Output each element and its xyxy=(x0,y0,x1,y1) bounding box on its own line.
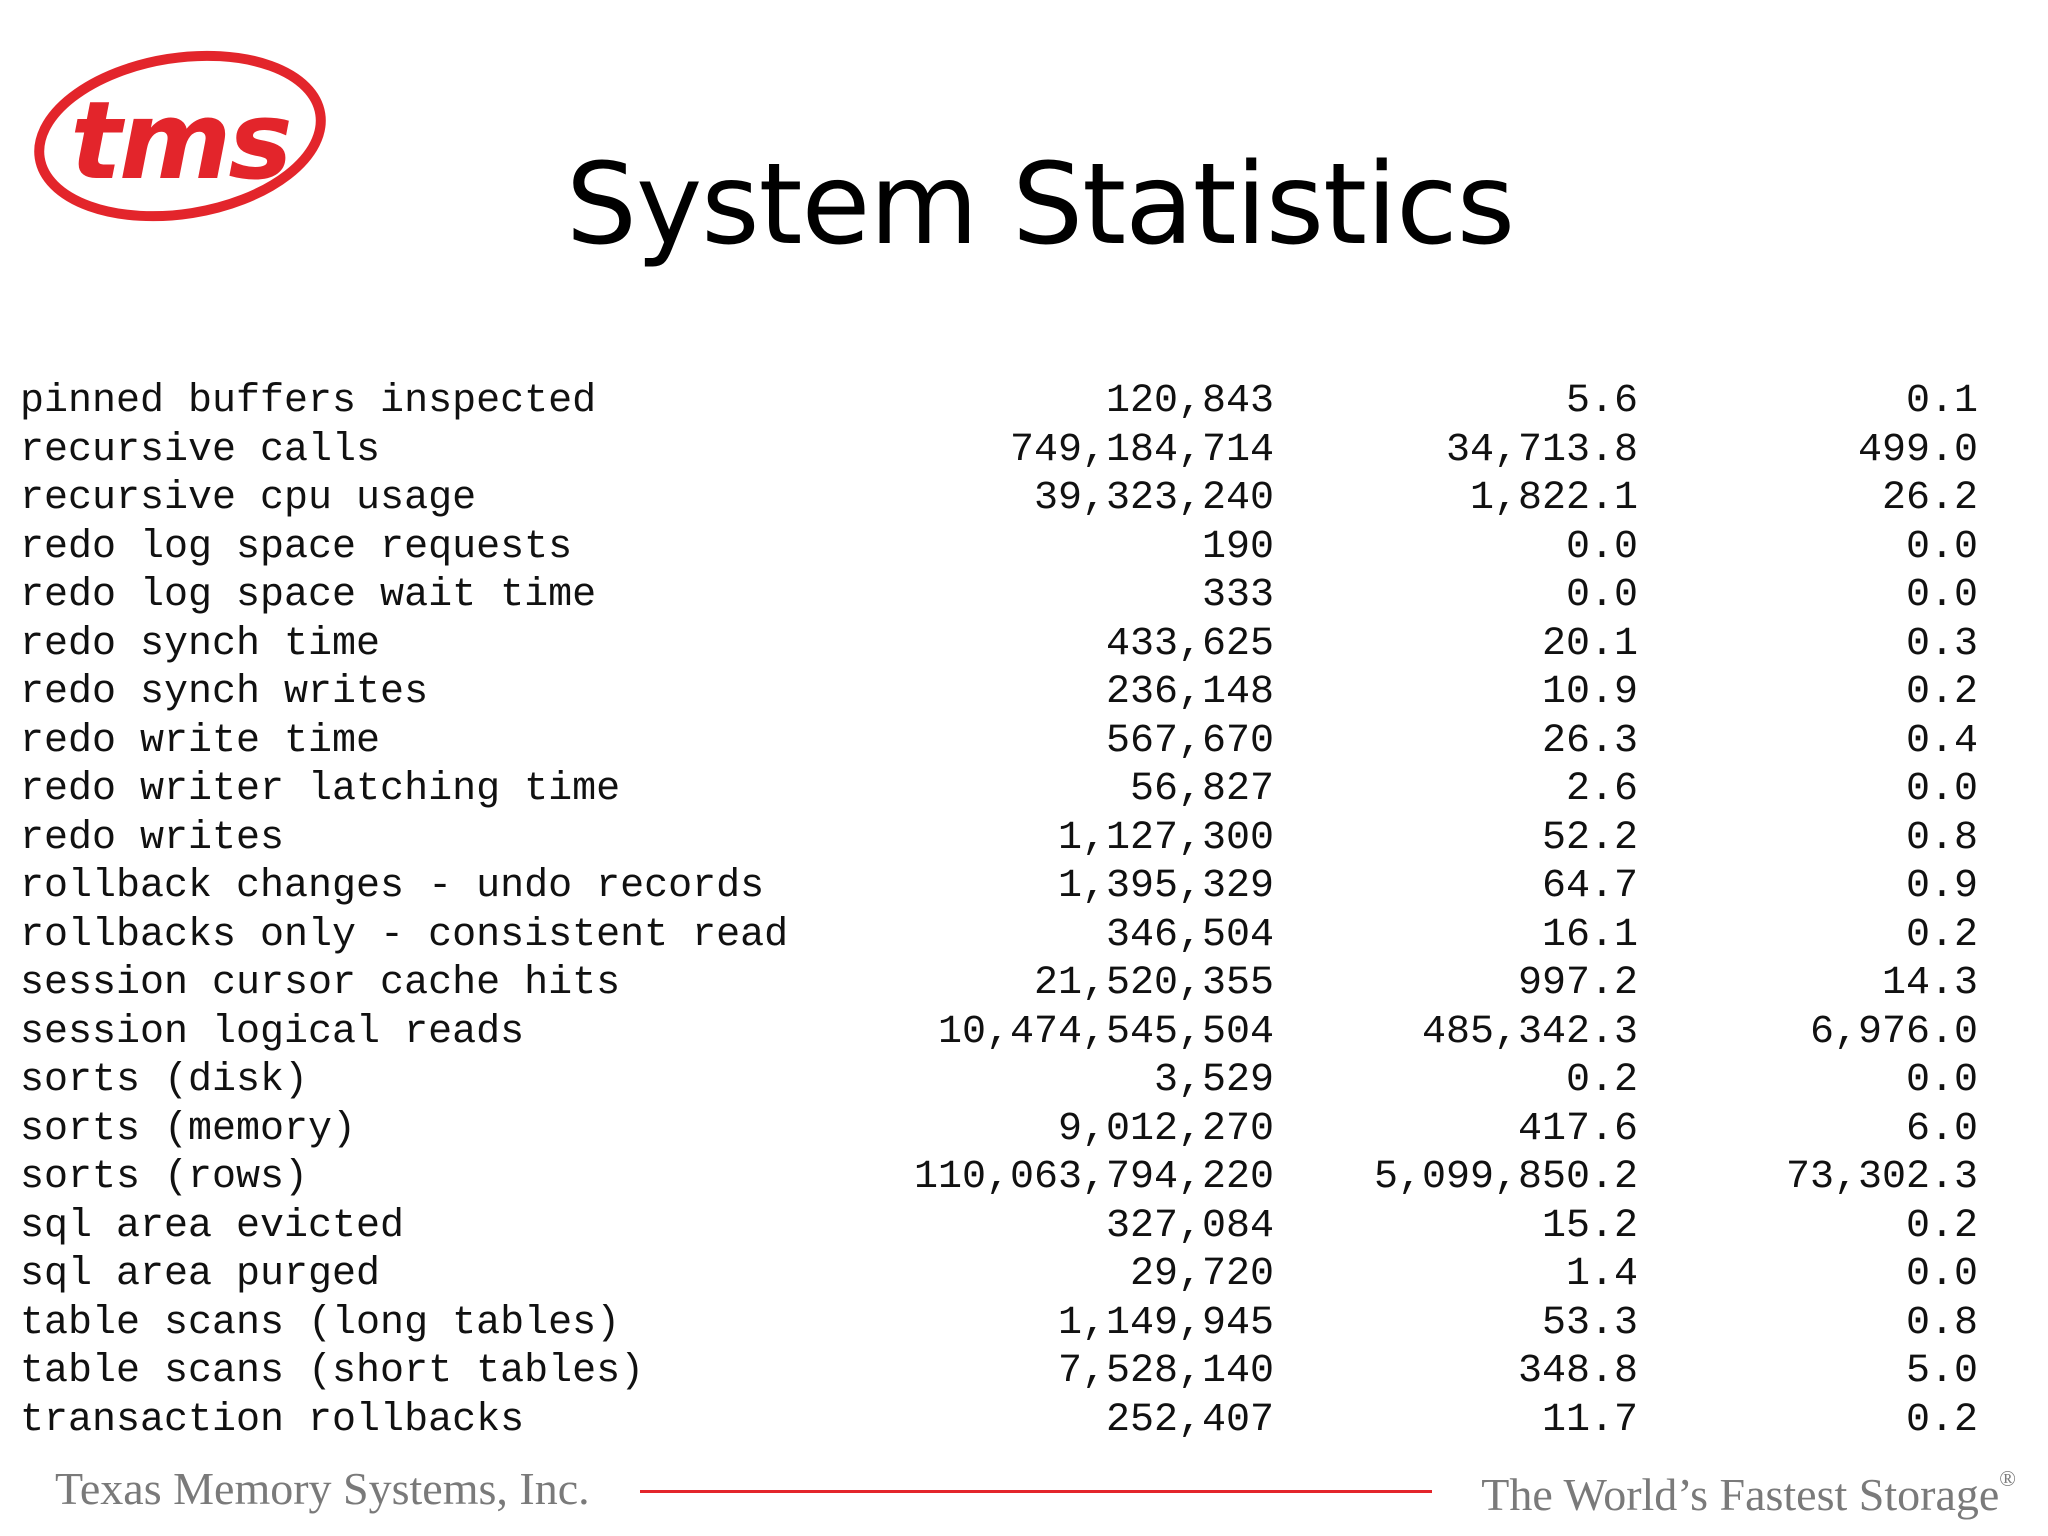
stat-total: 1,149,945 xyxy=(1057,1300,1274,1346)
stat-per-trans: 0.2 xyxy=(1905,1397,1978,1443)
stat-total: 9,012,270 xyxy=(1057,1106,1274,1152)
stat-per-trans: 0.4 xyxy=(1905,718,1978,764)
table-row xyxy=(20,766,1978,815)
stat-per-second: 16.1 xyxy=(1541,912,1638,958)
stat-per-trans: 0.8 xyxy=(1905,1300,1978,1346)
table-row xyxy=(20,718,1978,767)
table-row xyxy=(20,1397,1978,1446)
stat-per-second: 1.4 xyxy=(1565,1252,1638,1297)
stat-per-trans: 14.3 xyxy=(1881,961,1978,1006)
stat-per-second: 11.7 xyxy=(1541,1397,1638,1443)
table-row xyxy=(20,1057,1978,1106)
stat-per-second: 0.0 xyxy=(1565,524,1638,570)
stat-total: 236,148 xyxy=(1105,670,1274,715)
stat-per-trans: 0.0 xyxy=(1905,573,1978,618)
stat-name: rollback changes - undo records xyxy=(20,864,765,909)
stat-name: redo write time xyxy=(20,718,381,764)
stat-total: 433,625 xyxy=(1105,621,1274,667)
table-row xyxy=(20,621,1978,670)
table-row xyxy=(20,1348,1978,1397)
stat-total: 327,084 xyxy=(1105,1203,1274,1249)
stat-name: sorts (rows) xyxy=(20,1155,309,1200)
table-row xyxy=(20,1203,1978,1252)
stat-total: 29,720 xyxy=(1129,1252,1274,1297)
stat-per-trans: 0.0 xyxy=(1905,1252,1978,1297)
stat-total: 1,127,300 xyxy=(1057,815,1274,861)
table-row xyxy=(20,815,1978,864)
stat-per-second: 20.1 xyxy=(1541,621,1638,667)
stat-per-second: 417.6 xyxy=(1517,1106,1638,1152)
stat-per-trans: 0.0 xyxy=(1905,767,1978,812)
page-title: System Statistics xyxy=(565,140,1515,270)
table-row xyxy=(20,960,1978,1009)
table-row xyxy=(20,1009,1978,1058)
stat-name: rollbacks only - consistent read xyxy=(20,912,789,958)
stat-name: redo log space wait time xyxy=(20,573,597,618)
table-row xyxy=(20,669,1978,718)
stat-per-second: 485,342.3 xyxy=(1421,1009,1638,1055)
stat-total: 252,407 xyxy=(1105,1397,1274,1443)
stat-per-trans: 0.0 xyxy=(1905,524,1978,570)
table-row xyxy=(20,427,1978,476)
stat-name: table scans (short tables) xyxy=(20,1349,645,1394)
table-row xyxy=(20,572,1978,621)
stat-total: 3,529 xyxy=(1153,1058,1274,1103)
stat-per-second: 15.2 xyxy=(1541,1203,1638,1249)
stat-per-second: 10.9 xyxy=(1541,670,1638,715)
stat-per-second: 348.8 xyxy=(1517,1349,1638,1394)
stat-per-trans: 5.0 xyxy=(1905,1349,1978,1394)
table-row xyxy=(20,912,1978,961)
stat-name: redo log space requests xyxy=(20,524,573,570)
stat-total: 346,504 xyxy=(1105,912,1274,958)
stat-per-second: 997.2 xyxy=(1517,961,1638,1006)
registered-mark: ® xyxy=(1999,1466,2016,1491)
stat-total: 10,474,545,504 xyxy=(937,1009,1274,1055)
stat-name: session logical reads xyxy=(20,1009,525,1055)
stat-per-second: 52.2 xyxy=(1541,815,1638,861)
stat-per-trans: 26.2 xyxy=(1881,476,1978,521)
stat-per-trans: 6,976.0 xyxy=(1809,1009,1978,1055)
footer-company: Texas Memory Systems, Inc. xyxy=(55,1463,590,1514)
stat-per-second: 0.0 xyxy=(1565,573,1638,618)
stat-per-second: 0.2 xyxy=(1565,1058,1638,1103)
stat-per-second: 5.6 xyxy=(1565,379,1638,424)
stat-total: 21,520,355 xyxy=(1033,961,1274,1006)
stat-total: 567,670 xyxy=(1105,718,1274,764)
table-row xyxy=(20,524,1978,573)
stat-total: 749,184,714 xyxy=(1009,427,1274,473)
stat-per-second: 64.7 xyxy=(1541,864,1638,909)
table-row xyxy=(20,475,1978,524)
table-row xyxy=(20,1106,1978,1155)
table-row xyxy=(20,1300,1978,1349)
stat-name: table scans (long tables) xyxy=(20,1300,621,1346)
stat-name: redo synch writes xyxy=(20,670,429,715)
stat-per-trans: 0.1 xyxy=(1905,379,1978,424)
stat-name: recursive calls xyxy=(20,427,381,473)
stat-name: sorts (memory) xyxy=(20,1106,357,1152)
stat-total: 190 xyxy=(1201,524,1274,570)
stat-per-second: 26.3 xyxy=(1541,718,1638,764)
stat-per-trans: 0.3 xyxy=(1905,621,1978,667)
stat-total: 56,827 xyxy=(1129,767,1274,812)
table-row xyxy=(20,863,1978,912)
stat-per-second: 5,099,850.2 xyxy=(1373,1155,1638,1200)
stat-per-second: 1,822.1 xyxy=(1469,476,1638,521)
stat-name: transaction rollbacks xyxy=(20,1397,525,1443)
stat-total: 7,528,140 xyxy=(1057,1349,1274,1394)
stat-per-second: 53.3 xyxy=(1541,1300,1638,1346)
stat-name: recursive cpu usage xyxy=(20,476,477,521)
footer-divider xyxy=(640,1490,1432,1493)
table-row xyxy=(20,378,1978,427)
stat-name: sql area evicted xyxy=(20,1203,405,1249)
stat-per-trans: 0.2 xyxy=(1905,670,1978,715)
statistics-table xyxy=(20,378,1978,1445)
stat-total: 39,323,240 xyxy=(1033,476,1274,521)
stat-name: redo synch time xyxy=(20,621,381,667)
stat-total: 120,843 xyxy=(1105,379,1274,424)
stat-name: pinned buffers inspected xyxy=(20,379,597,424)
stat-name: redo writes xyxy=(20,815,285,861)
table-row xyxy=(20,1154,1978,1203)
stat-total: 110,063,794,220 xyxy=(913,1155,1274,1200)
stat-total: 1,395,329 xyxy=(1057,864,1274,909)
stat-name: redo writer latching time xyxy=(20,767,621,812)
logo-text: tms xyxy=(70,79,290,204)
stat-per-trans: 73,302.3 xyxy=(1785,1155,1978,1200)
stat-per-trans: 6.0 xyxy=(1905,1106,1978,1152)
table-row xyxy=(20,1251,1978,1300)
stat-name: sql area purged xyxy=(20,1252,381,1297)
footer-tagline-text: The World’s Fastest Storage xyxy=(1481,1469,2000,1520)
stat-total: 333 xyxy=(1201,573,1274,618)
stat-name: sorts (disk) xyxy=(20,1058,309,1103)
footer-tagline xyxy=(1481,1466,2016,1521)
stat-name: session cursor cache hits xyxy=(20,961,621,1006)
stat-per-trans: 0.9 xyxy=(1905,864,1978,909)
stat-per-trans: 0.2 xyxy=(1905,1203,1978,1249)
stat-per-second: 34,713.8 xyxy=(1445,427,1638,473)
stat-per-trans: 0.2 xyxy=(1905,912,1978,958)
stat-per-trans: 499.0 xyxy=(1857,427,1978,473)
stat-per-trans: 0.8 xyxy=(1905,815,1978,861)
stat-per-trans: 0.0 xyxy=(1905,1058,1978,1103)
stat-per-second: 2.6 xyxy=(1565,767,1638,812)
